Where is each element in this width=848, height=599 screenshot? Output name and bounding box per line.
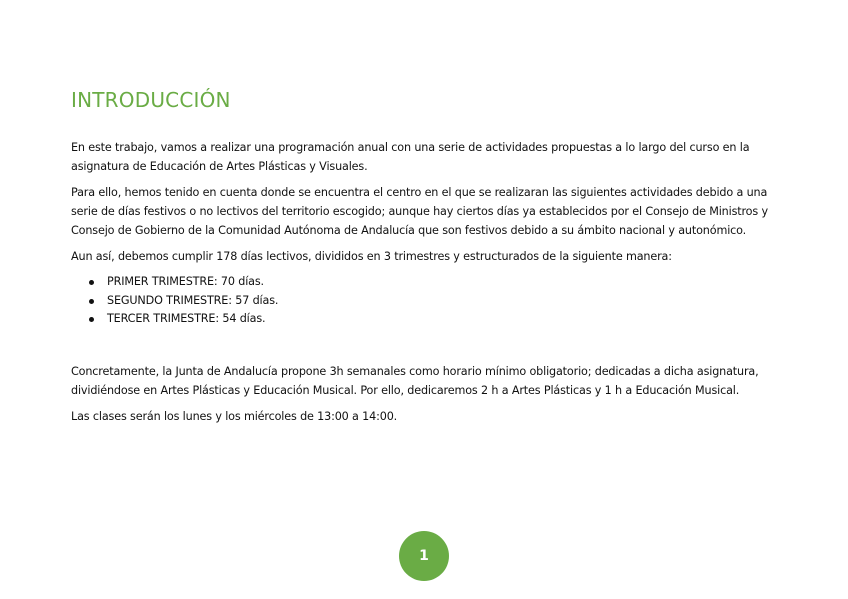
paragraph-classes: Las clases serán los lunes y los miércoles de 13:00 a 14:00. [71, 409, 398, 423]
paragraph-schedule: Concretamente, la Junta de Andalucía propone 3h semanales como horario mínimo obligatorio; dedicadas a dicha asignatura, dividiéndose en Artes Plásticas y Educación Musical. Por ello, dedicaremos 2 h a Artes Plásticas y 1 h a Educación Musical. [71, 364, 759, 397]
paragraph-context: Para ello, hemos tenido en cuenta donde se encuentra el centro en el que se realizaran las siguientes actividades debido a una serie de días festivos o no lectivos del territorio escogido; aunque hay ciertos días ya establecidos por el Consejo de Ministros y Consejo de Gobierno de la Comunidad Autónoma de Andalucía que son festivos debido a su ámbito nacional y autonómico. [71, 186, 768, 237]
page-title: INTRODUCCIÓN [71, 88, 231, 112]
spacer [71, 329, 783, 362]
page-number-badge: 1 [399, 531, 449, 581]
list-item: TERCER TRIMESTRE: 54 días. [107, 310, 783, 329]
document-body [71, 138, 783, 433]
paragraph-intro: En este trabajo, vamos a realizar una programación anual con una serie de actividades propuestas a lo largo del curso en la asignatura de Educación de Artes Plásticas y Visuales. [71, 141, 750, 173]
list-item: PRIMER TRIMESTRE: 70 días. [107, 273, 783, 292]
list-item: SEGUNDO TRIMESTRE: 57 días. [107, 292, 783, 311]
trimester-list [71, 273, 783, 329]
paragraph-days: Aun así, debemos cumplir 178 días lectivos, divididos en 3 trimestres y estructurados de la siguiente manera: [71, 250, 672, 263]
